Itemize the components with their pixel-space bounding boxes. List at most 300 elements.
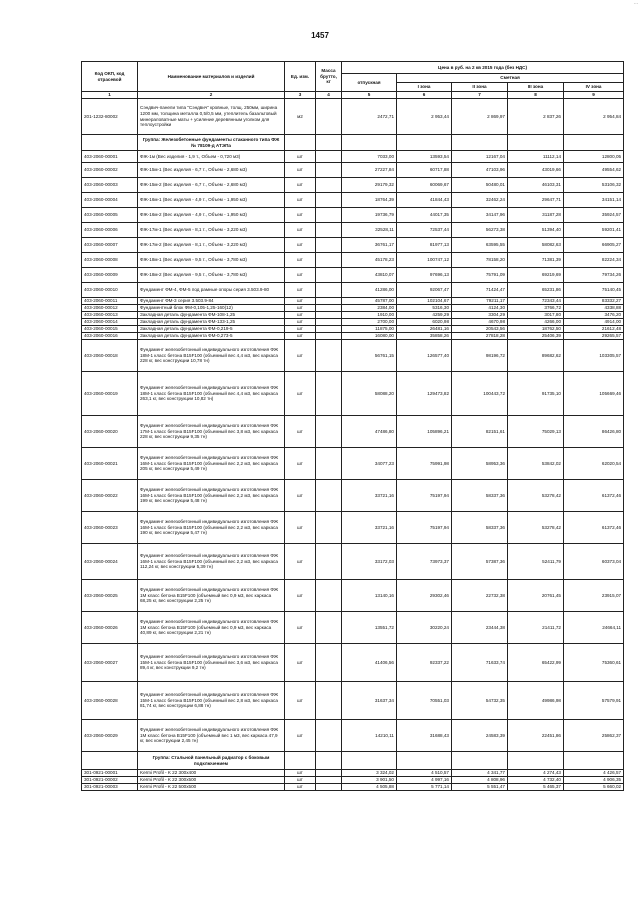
zone-4-price-cell: 105669,46 — [564, 372, 624, 416]
group-title: Группа: Стальной панельный радиатор с боковым подключением — [138, 752, 285, 770]
code-cell: 403-2060-00005 — [82, 208, 138, 223]
zone-3-price-cell: 51394,40 — [508, 223, 564, 238]
zone-3-price-cell: 52411,79 — [508, 544, 564, 580]
code-cell: 403-2060-00021 — [82, 448, 138, 480]
zone-1-price-cell: 81977,13 — [397, 238, 452, 253]
name-cell: ФЖ-18м-2 (Вес изделия - 9,5 т., Объем - 3,780 м3) — [138, 268, 285, 283]
zone-3-price-cell: 69219,69 — [508, 268, 564, 283]
code-cell: 403-2060-00001 — [82, 151, 138, 163]
name-cell: Kermi Profil - K 22 300x400 — [138, 770, 285, 777]
name-cell: Фундамент железобетонный индивидуального изготовления ФЖ 1М класс бетона В15F100 (объемный вес 0,9 м3, вес каркаса 40,89 кг, вес конструкции 2,21 тн) — [138, 612, 285, 644]
empty-cell — [342, 135, 397, 151]
mass-cell — [316, 151, 342, 163]
release-price-cell: 45178,23 — [342, 253, 397, 268]
zone-3-price-cell: 5 465,37 — [508, 784, 564, 791]
mass-cell — [316, 253, 342, 268]
release-price-cell: 47486,80 — [342, 416, 397, 448]
zone-1-price-cell: 5316,30 — [397, 305, 452, 312]
mass-cell — [316, 682, 342, 720]
zone-1-price-cell: 73973,37 — [397, 544, 452, 580]
empty-cell — [397, 752, 452, 770]
code-cell: 403-2060-00026 — [82, 612, 138, 644]
code-cell: 301-0921-00001 — [82, 770, 138, 777]
zone-3-price-cell: 29647,71 — [508, 193, 564, 208]
unit-cell: шт — [285, 448, 316, 480]
mass-cell — [316, 298, 342, 305]
unit-cell: шт — [285, 720, 316, 752]
code-cell: 403-2060-00004 — [82, 193, 138, 208]
zone-3-price-cell: 53842,02 — [508, 448, 564, 480]
table-row — [82, 193, 624, 208]
mass-cell — [316, 305, 342, 312]
code-cell: 403-2060-00012 — [82, 305, 138, 312]
table-row — [82, 151, 624, 163]
zone-1-price-cell: 97696,13 — [397, 268, 452, 283]
zone-2-price-cell: 34147,96 — [452, 208, 508, 223]
zone-3-price-cell: 11112,14 — [508, 151, 564, 163]
zone-4-price-cell: 83332,27 — [564, 298, 624, 305]
col-number: 6 — [397, 92, 452, 99]
mass-cell — [316, 238, 342, 253]
mass-cell — [316, 372, 342, 416]
unit-cell: шт — [285, 151, 316, 163]
mass-cell — [316, 480, 342, 512]
zone-3-price-cell: 22451,86 — [508, 720, 564, 752]
mass-cell — [316, 448, 342, 480]
header-name: Наименование материалов и изделий — [138, 62, 285, 92]
zone-1-price-cell: 5 771,14 — [397, 784, 452, 791]
mass-cell — [316, 644, 342, 682]
zone-2-price-cell: 98196,72 — [452, 340, 508, 372]
col-number: 9 — [564, 92, 624, 99]
release-price-cell: 4 505,88 — [342, 784, 397, 791]
release-price-cell: 3 901,50 — [342, 777, 397, 784]
zone-3-price-cell: 4 274,43 — [508, 770, 564, 777]
code-cell: 403-2060-00014 — [82, 319, 138, 326]
release-price-cell: 33721,16 — [342, 480, 397, 512]
code-cell: 403-2060-00009 — [82, 268, 138, 283]
name-cell: Закладная деталь фундамента ФМ-0,273-5 — [138, 333, 285, 340]
table-row — [82, 612, 624, 644]
empty-cell — [564, 752, 624, 770]
zone-3-price-cell: 43019,66 — [508, 163, 564, 178]
zone-2-price-cell: 2 869,97 — [452, 99, 508, 135]
table-row — [82, 777, 624, 784]
unit-cell: шт — [285, 326, 316, 333]
unit-cell: шт — [285, 544, 316, 580]
name-cell: ФЖ-17м-2 (Вес изделия - 8,1 т., Объем - 3,220 м3) — [138, 238, 285, 253]
name-cell: Фундамент железобетонный индивидуального изготовления ФЖ 16М-1 класс бетона В15F100 (объемный вес 2,2 м3, вес каркаса 112,24 кг, вес конструкции 5,39 тн) — [138, 544, 285, 580]
zone-2-price-cell: 20543,56 — [452, 326, 508, 333]
zone-1-price-cell: 35858,26 — [397, 333, 452, 340]
zone-2-price-cell: 4 341,77 — [452, 770, 508, 777]
table-row — [82, 416, 624, 448]
zone-1-price-cell: 92067,47 — [397, 283, 452, 298]
table-row — [82, 448, 624, 480]
empty-cell — [316, 752, 342, 770]
zone-3-price-cell: 53278,42 — [508, 480, 564, 512]
mass-cell — [316, 340, 342, 372]
zone-1-price-cell: 44017,35 — [397, 208, 452, 223]
name-cell: Фундамент железобетонный индивидуального изготовления ФЖ 1М класс бетона В15F100 (объемный вес 1 м3, вес каркаса 47,9 кг, вес конструкции 2,45 тн) — [138, 720, 285, 752]
release-price-cell: 7033,00 — [342, 151, 397, 163]
empty-cell — [564, 135, 624, 151]
col-number: 4 — [316, 92, 342, 99]
unit-cell: шт — [285, 340, 316, 372]
zone-4-price-cell: 103305,57 — [564, 340, 624, 372]
unit-cell: шт — [285, 312, 316, 319]
zone-2-price-cell: 58337,36 — [452, 512, 508, 544]
col-number: 5 — [342, 92, 397, 99]
name-cell: Фундамент ФМ-4, ФМ-5 под рамные опоры серия 3.503.9-80 — [138, 283, 285, 298]
zone-3-price-cell: 20761,45 — [508, 580, 564, 612]
header-unit: Ед. изм. — [285, 62, 316, 92]
zone-4-price-cell: 12800,05 — [564, 151, 624, 163]
mass-cell — [316, 178, 342, 193]
group-code-cell — [82, 752, 138, 770]
name-cell: Сэндвич-панели типа "Сэндвич" кровные, толщ. 250мм, ширина 1200 мм, толщина металла 0,5/0,5 мм, утеплитель базальтовый минераловатные маты + усиление деревянным уголком для теплоустройки — [138, 99, 285, 135]
code-cell: 403-2060-00018 — [82, 340, 138, 372]
release-price-cell: 36761,17 — [342, 238, 397, 253]
zone-3-price-cell: 72343,44 — [508, 298, 564, 305]
unit-cell: м2 — [285, 99, 316, 135]
code-cell: 403-2060-00015 — [82, 326, 138, 333]
zone-4-price-cell: 4914,00 — [564, 319, 624, 326]
zone-4-price-cell: 23915,07 — [564, 580, 624, 612]
name-cell: ФЖ-15м-1 (Вес изделия - 6,7 т., Объем - 2,680 м3) — [138, 163, 285, 178]
mass-cell — [316, 193, 342, 208]
zone-3-price-cell: 53278,42 — [508, 512, 564, 544]
zone-4-price-cell: 75360,61 — [564, 644, 624, 682]
unit-cell: шт — [285, 580, 316, 612]
zone-4-price-cell: 82224,34 — [564, 253, 624, 268]
release-price-cell: 33721,16 — [342, 512, 397, 544]
page-number: 1457 — [311, 31, 329, 40]
table-row — [82, 178, 624, 193]
zone-2-price-cell: 3304,29 — [452, 312, 508, 319]
zone-2-price-cell: 4 808,96 — [452, 777, 508, 784]
mass-cell — [316, 416, 342, 448]
name-cell: Фундамент ФМ-3 серия 3.503.9-84 — [138, 298, 285, 305]
table-row — [82, 580, 624, 612]
unit-cell: шт — [285, 253, 316, 268]
zone-4-price-cell: 4338,88 — [564, 305, 624, 312]
col-number: 1 — [82, 92, 138, 99]
release-price-cell: 29179,32 — [342, 178, 397, 193]
code-cell: 403-2060-00008 — [82, 253, 138, 268]
unit-cell: шт — [285, 784, 316, 791]
unit-cell: шт — [285, 268, 316, 283]
unit-cell: шт — [285, 305, 316, 312]
unit-cell: шт — [285, 416, 316, 448]
code-cell: 403-2060-00011 — [82, 298, 138, 305]
zone-1-price-cell: 30220,24 — [397, 612, 452, 644]
col-number: 8 — [508, 92, 564, 99]
code-cell: 403-2060-00029 — [82, 720, 138, 752]
table-header — [82, 62, 624, 99]
col-number: 7 — [452, 92, 508, 99]
group-row — [82, 135, 624, 151]
zone-2-price-cell: 5 551,47 — [452, 784, 508, 791]
table-row — [82, 99, 624, 135]
code-cell: 403-2060-00003 — [82, 178, 138, 193]
mass-cell — [316, 720, 342, 752]
zone-3-price-cell: 46103,31 — [508, 178, 564, 193]
zone-4-price-cell: 35924,57 — [564, 208, 624, 223]
name-cell: ФЖ-16м-2 (Вес изделия - 4,9 т., Объем - 1,950 м3) — [138, 208, 285, 223]
zone-3-price-cell: 21411,72 — [508, 612, 564, 644]
name-cell: ФЖ-15м-2 (Вес изделия - 6,7 т., Объем - 2,680 м3) — [138, 178, 285, 193]
release-price-cell: 41286,00 — [342, 283, 397, 298]
release-price-cell: 19736,79 — [342, 208, 397, 223]
name-cell: Фундамент железобетонный индивидуального изготовления ФЖ 1М класс бетона В15F100 (объемный вес 0,9 м3, вес каркаса 68,25 кг, вес конструкции 2,25 тн) — [138, 580, 285, 612]
zone-2-price-cell: 50480,01 — [452, 178, 508, 193]
table-row — [82, 305, 624, 312]
zone-4-price-cell: 59201,41 — [564, 223, 624, 238]
zone-4-price-cell: 4 426,57 — [564, 770, 624, 777]
table-row — [82, 163, 624, 178]
release-price-cell: 2472,71 — [342, 99, 397, 135]
zone-2-price-cell: 32462,24 — [452, 193, 508, 208]
zone-2-price-cell: 79211,17 — [452, 298, 508, 305]
name-cell: Закладная деталь фундамента ФМ-108-1,25 — [138, 312, 285, 319]
zone-1-price-cell: 129473,82 — [397, 372, 452, 416]
code-cell: 403-2060-00020 — [82, 416, 138, 448]
mass-cell — [316, 544, 342, 580]
code-cell: 403-2060-00010 — [82, 283, 138, 298]
zone-1-price-cell: 75197,94 — [397, 512, 452, 544]
table-row — [82, 480, 624, 512]
header-zone-2: II зона — [452, 83, 508, 92]
zone-3-price-cell: 4266,00 — [508, 319, 564, 326]
zone-2-price-cell: 4670,98 — [452, 319, 508, 326]
mass-cell — [316, 612, 342, 644]
zone-1-price-cell: 75991,98 — [397, 448, 452, 480]
code-cell: 301-0921-00003 — [82, 784, 138, 791]
name-cell: Закладная деталь фундамента ФМ-133-1,25 — [138, 319, 285, 326]
zone-3-price-cell: 65231,86 — [508, 283, 564, 298]
unit-cell: шт — [285, 163, 316, 178]
table-row — [82, 333, 624, 340]
name-cell: ФЖ-16м-1 (Вес изделия - 4,9 т., Объем - 1,950 м3) — [138, 193, 285, 208]
release-price-cell: 32528,11 — [342, 223, 397, 238]
corner-mark: ... — [633, 0, 638, 6]
code-cell: 301-0921-00002 — [82, 777, 138, 784]
release-price-cell: 34077,23 — [342, 448, 397, 480]
zone-1-price-cell: 2 953,44 — [397, 99, 452, 135]
zone-2-price-cell: 24583,39 — [452, 720, 508, 752]
name-cell: Фундамент железобетонный индивидуального изготовления ФЖ 15М-1 класс бетона В15F100 (объемный вес 3,6 м3, вес каркаса 89,4 кг, вес конструкции 9,2 тн) — [138, 644, 285, 682]
unit-cell: шт — [285, 372, 316, 416]
mass-cell — [316, 777, 342, 784]
header-zone-1: I зона — [397, 83, 452, 92]
table-row — [82, 208, 624, 223]
group-title: Группа: Железобетонные фундаменты стаканного типа ФЖ № 78109-д АТЭПа — [138, 135, 285, 151]
zone-2-price-cell: 57387,36 — [452, 544, 508, 580]
zone-4-price-cell: 2 954,84 — [564, 99, 624, 135]
zone-2-price-cell: 75791,09 — [452, 268, 508, 283]
name-cell: Фундамент железобетонный индивидуального изготовления ФЖ 15М-1 класс бетона В15F100 (объемный вес 2,8 м3, вес каркаса 81,74 кг, вес конструкции 6,88 тн) — [138, 682, 285, 720]
zone-3-price-cell: 65422,99 — [508, 644, 564, 682]
table-row — [82, 298, 624, 305]
empty-cell — [397, 135, 452, 151]
zone-4-price-cell: 61372,46 — [564, 512, 624, 544]
code-cell: 403-2060-00027 — [82, 644, 138, 682]
zone-3-price-cell: 91735,10 — [508, 372, 564, 416]
table-row — [82, 319, 624, 326]
mass-cell — [316, 268, 342, 283]
release-price-cell: 56761,15 — [342, 340, 397, 372]
zone-2-price-cell: 56273,38 — [452, 223, 508, 238]
zone-2-price-cell: 58337,36 — [452, 480, 508, 512]
empty-cell — [508, 752, 564, 770]
zone-4-price-cell: 29265,57 — [564, 333, 624, 340]
zone-1-price-cell: 126577,40 — [397, 340, 452, 372]
code-cell: 403-2060-00022 — [82, 480, 138, 512]
table-row — [82, 238, 624, 253]
mass-cell — [316, 312, 342, 319]
zone-3-price-cell: 71381,39 — [508, 253, 564, 268]
zone-2-price-cell: 78158,20 — [452, 253, 508, 268]
zone-2-price-cell: 82151,61 — [452, 416, 508, 448]
zone-1-price-cell: 4 997,16 — [397, 777, 452, 784]
unit-cell: шт — [285, 612, 316, 644]
zone-3-price-cell: 89682,62 — [508, 340, 564, 372]
release-price-cell: 2384,00 — [342, 305, 397, 312]
zone-4-price-cell: 53106,32 — [564, 178, 624, 193]
unit-cell: шт — [285, 480, 316, 512]
unit-cell: шт — [285, 319, 316, 326]
zone-4-price-cell: 60373,04 — [564, 544, 624, 580]
zone-3-price-cell: 31187,28 — [508, 208, 564, 223]
group-code-cell — [82, 135, 138, 151]
zone-1-price-cell: 70551,03 — [397, 682, 452, 720]
zone-4-price-cell: 34151,14 — [564, 193, 624, 208]
zone-2-price-cell: 71424,47 — [452, 283, 508, 298]
zone-4-price-cell: 4 906,35 — [564, 777, 624, 784]
zone-1-price-cell: 60717,88 — [397, 163, 452, 178]
name-cell: Фундамент железобетонный индивидуального изготовления ФЖ 17М-1 класс бетона В15F100 (объемный вес 3,8 м3, вес каркаса 228 кг, вес конструкции 9,35 тн) — [138, 416, 285, 448]
name-cell: Фундамент железобетонный индивидуального изготовления ФЖ 16М-1 класс бетона В15F100 (объемный вес 2,2 м3, вес каркаса 199 кг, вес конструкции 5,48 тн) — [138, 480, 285, 512]
unit-cell: шт — [285, 178, 316, 193]
mass-cell — [316, 208, 342, 223]
empty-cell — [342, 752, 397, 770]
table-row — [82, 544, 624, 580]
column-number-row — [82, 92, 624, 99]
zone-1-price-cell: 4259,29 — [397, 312, 452, 319]
zone-3-price-cell: 2 837,26 — [508, 99, 564, 135]
release-price-cell: 2700,00 — [342, 319, 397, 326]
zone-2-price-cell: 12167,04 — [452, 151, 508, 163]
table-row — [82, 682, 624, 720]
zone-1-price-cell: 29302,46 — [397, 580, 452, 612]
zone-4-price-cell: 3476,20 — [564, 312, 624, 319]
empty-cell — [452, 752, 508, 770]
zone-1-price-cell: 31688,43 — [397, 720, 452, 752]
release-price-cell: 45787,00 — [342, 298, 397, 305]
name-cell: Kermi Profil - K 22 300x500 — [138, 777, 285, 784]
mass-cell — [316, 223, 342, 238]
header-mass: Масса брутто, кг — [316, 62, 342, 92]
zone-4-price-cell: 61372,46 — [564, 480, 624, 512]
mass-cell — [316, 319, 342, 326]
unit-cell: шт — [285, 770, 316, 777]
release-price-cell: 13551,72 — [342, 612, 397, 644]
zone-1-price-cell: 13593,54 — [397, 151, 452, 163]
zone-2-price-cell: 71633,74 — [452, 644, 508, 682]
unit-cell: шт — [285, 298, 316, 305]
unit-cell: шт — [285, 193, 316, 208]
zone-1-price-cell: 4 510,57 — [397, 770, 452, 777]
zone-4-price-cell: 66905,27 — [564, 238, 624, 253]
unit-cell: шт — [285, 512, 316, 544]
table-row — [82, 312, 624, 319]
table-row — [82, 644, 624, 682]
table-row — [82, 268, 624, 283]
zone-1-price-cell: 6020,98 — [397, 319, 452, 326]
zone-3-price-cell: 49986,98 — [508, 682, 564, 720]
code-cell: 403-2060-00023 — [82, 512, 138, 544]
zone-2-price-cell: 23444,38 — [452, 612, 508, 644]
zone-1-price-cell: 41844,43 — [397, 193, 452, 208]
unit-cell: шт — [285, 333, 316, 340]
empty-cell — [508, 135, 564, 151]
zone-4-price-cell: 49554,62 — [564, 163, 624, 178]
release-price-cell: 13140,16 — [342, 580, 397, 612]
zone-1-price-cell: 102104,67 — [397, 298, 452, 305]
zone-4-price-cell: 21612,48 — [564, 326, 624, 333]
code-cell: 403-2060-00019 — [82, 372, 138, 416]
header-zone-3: III зона — [508, 83, 564, 92]
table-row — [82, 223, 624, 238]
empty-cell — [316, 135, 342, 151]
zone-1-price-cell: 105896,21 — [397, 416, 452, 448]
zone-2-price-cell: 22732,38 — [452, 580, 508, 612]
zone-1-price-cell: 92337,22 — [397, 644, 452, 682]
table-row — [82, 372, 624, 416]
zone-2-price-cell: 54732,35 — [452, 682, 508, 720]
mass-cell — [316, 99, 342, 135]
table-row — [82, 326, 624, 333]
release-price-cell: 43810,07 — [342, 268, 397, 283]
empty-cell — [452, 135, 508, 151]
price-table — [81, 61, 624, 791]
zone-1-price-cell: 60069,67 — [397, 178, 452, 193]
release-price-cell: 18764,39 — [342, 193, 397, 208]
zone-4-price-cell: 57579,91 — [564, 682, 624, 720]
release-price-cell: 3 324,02 — [342, 770, 397, 777]
unit-cell: шт — [285, 777, 316, 784]
release-price-cell: 33172,03 — [342, 544, 397, 580]
name-cell: ФЖ-17м-1 (Вес изделия - 8,1 т., Объем - 3,220 м3) — [138, 223, 285, 238]
zone-1-price-cell: 26481,16 — [397, 326, 452, 333]
code-cell: 403-2060-00028 — [82, 682, 138, 720]
mass-cell — [316, 512, 342, 544]
header-price-title: Цена в руб. на 2 кв 2015 года (без НДС) — [342, 62, 624, 74]
name-cell: Kermi Profil - K 22 500x500 — [138, 784, 285, 791]
release-price-cell: 14210,11 — [342, 720, 397, 752]
zone-4-price-cell: 5 660,02 — [564, 784, 624, 791]
code-cell: 403-2060-00013 — [82, 312, 138, 319]
zone-4-price-cell: 25862,37 — [564, 720, 624, 752]
name-cell: Фундамент железобетонный индивидуального изготовления ФЖ 18М-1 класс бетона В15F100 (объемный вес 4,4 м3, вес каркаса 263,1 кг, вес конструкции 10,82 тн) — [138, 372, 285, 416]
name-cell: ФЖ-1м (Вес изделия - 1,9 т., Объем - 0,720 м3) — [138, 151, 285, 163]
zone-3-price-cell: 3766,72 — [508, 305, 564, 312]
mass-cell — [316, 580, 342, 612]
group-row — [82, 752, 624, 770]
table-row — [82, 340, 624, 372]
zone-4-price-cell: 79734,26 — [564, 268, 624, 283]
